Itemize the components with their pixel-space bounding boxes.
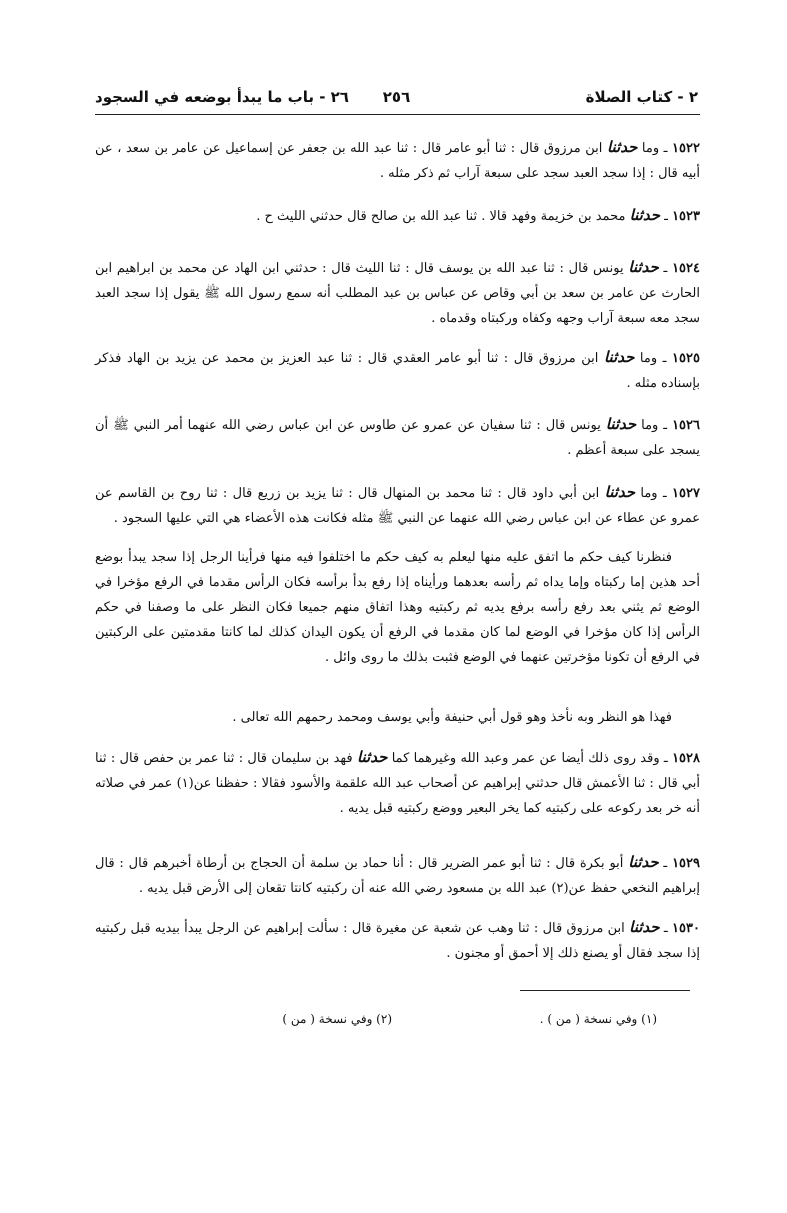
running-header [95, 84, 698, 112]
hadith-1524: ١٥٢٤ ـ حدثنا يونس قال : ثنا عبد الله بن يوسف قال : ثنا الليث قال : حدثني ابن الهاد عن محمد بن ابراهيم ابن الحارث عن عامر بن سعد بن أبي وقاص عن عباس بن عبد المطلب أنه سمع رسول الله ﷺ يقول إذا سجد العبد سجد معه سبعة آراب وجهه وكفاه وركبتاه وقدماه . [95, 258, 701, 326]
hadith-1522: ١٥٢٢ ـ وما حدثنا ابن مرزوق قال : ثنا أبو عامر قال : ثنا عبد الله بن جعفر عن إسماعيل عن عامر بن سعد ، عن أبيه قال : إذا سجد العبد سجد على سبعة آراب ثم ذكر مثله . [95, 138, 700, 181]
hadith-1525: ١٥٢٥ ـ وما حدثنا ابن مرزوق قال : ثنا أبو عامر العقدي قال : ثنا عبد العزيز بن محمد عن يزيد بن الهاد فذكر بإسناده مثله . [95, 348, 700, 391]
hadith-1529: ١٥٢٩ ـ حدثنا أبو بكرة قال : ثنا أبو عمر الضرير قال : أنا حماد بن سلمة أن الحجاج بن أرطاة أخبرهم قال : قال إبراهيم النخعي حفظ عن(٢) عبد الله بن مسعود رضي الله عنه أن ركبتيه كانتا تقعان إلى الأرض قبل يديه . [95, 853, 700, 896]
conclusion-paragraph: فهذا هو النظر وبه نأخذ وهو قول أبي حنيفة وأبي يوسف ومحمد رحمهم الله تعالى . [232, 710, 672, 725]
hadith-1527: ١٥٢٧ ـ وما حدثنا ابن أبي داود قال : ثنا محمد بن المنهال قال : ثنا يزيد بن زريع قال : ثنا روح بن القاسم عن عمرو عن عطاء عن ابن عباس رضي الله عنهما عن النبي ﷺ مثله فكانت هذه الأعضاء هي التي عليها السجود . [95, 483, 700, 526]
hadith-1530: ١٥٣٠ ـ حدثنا ابن مرزوق قال : ثنا وهب عن شعبة عن مغيرة قال : سألت إبراهيم عن الرجل يبدأ بيديه قبل ركبتيه إذا سجد فقال أو يصنع ذلك إلا أحمق أو مجنون . [95, 918, 700, 961]
chapter-title: ٢٦ - باب ما يبدأ بوضعه في السجود [95, 88, 349, 106]
hadith-1526: ١٥٢٦ ـ وما حدثنا يونس قال : ثنا سفيان عن عمرو عن طاوس عن ابن عباس رضي الله عنهما أمر النبي ﷺ أن يسجد على سبعة أعظم . [95, 415, 700, 458]
hadith-1528: ١٥٢٨ ـ وقد روى ذلك أيضا عن عمر وعبد الله وغيرهما كما حدثنا فهد بن سليمان قال : ثنا عمر بن حفص قال : ثنا أبي قال : ثنا الأعمش قال حدثني إبراهيم عن أصحاب عبد الله علقمة والأسود فقالا : حفظنا عن(١) عمر في صلاته أنه خر بعد ركوعه على ركبتيه كما يخر البعير ووضع ركبتيه قبل يديه . [95, 748, 700, 816]
footnote-2: (٢) وفي نسخة ( من ) [282, 1012, 392, 1026]
commentary-paragraph: فنظرنا كيف حكم ما اتفق عليه منها ليعلم به كيف حكم ما اختلفوا فيه منها فرأينا الرجل إذا سجد يبدأ بوضع أحد هذين إما ركبتاه وإما يداه ثم رأسه بعدهما ورأيناه إذا رفع بدأ برأسه فكان الرأس مقدما في الرفع مؤخرا في الوضع ثم يثني بعد رفع رأسه برفع يديه ثم ركبتيه وهذا اتفاق منهم جميعا فكان النظر على ما وصفنا في حكم الرأس إذا كان مؤخرا في الوضع لما كان مقدما في الرفع أن يكون اليدان كذلك لما كانتا مقدمتين على الركبتين في الرفع أن تكونا مؤخرتين عنهما في الوضع فثبت بذلك ما روى وائل . [95, 550, 700, 665]
page-number: ٢٥٦ [382, 88, 411, 106]
footnote-1: (١) وفي نسخة ( من ) . [539, 1012, 657, 1026]
footnote-rule [520, 990, 690, 991]
header-rule [95, 114, 700, 115]
hadith-1523: ١٥٢٣ ـ حدثنا محمد بن خزيمة وفهد قالا . ثنا عبد الله بن صالح قال حدثني الليث ح . [256, 206, 700, 224]
book-title: ٢ - كتاب الصلاة [585, 88, 698, 106]
